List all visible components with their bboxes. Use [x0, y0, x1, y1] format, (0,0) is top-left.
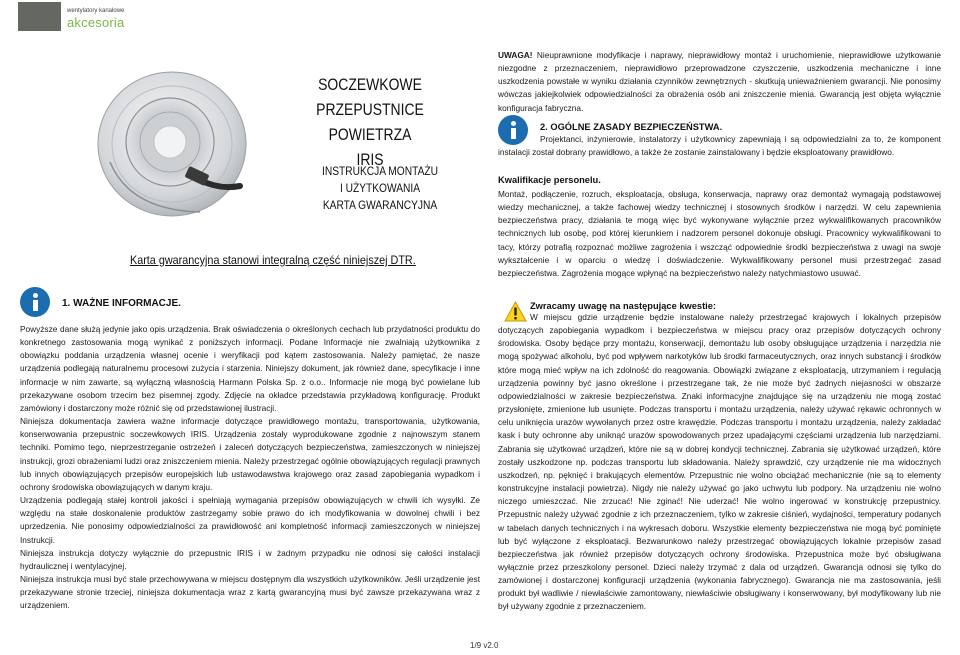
section-1-body	[20, 323, 480, 612]
iris-damper-image	[90, 62, 250, 222]
section-2-intro: Projektanci, inżynierowie, instalatorzy i użytkownicy zapewniają i są odpowiedzialni za to, że komponent instalacji został dobrany prawidłowo, a także że zostanie zainstalowany i będzie eksploatowany prawidłowo.	[498, 134, 941, 158]
section-1-paragraph: Niniejsza instrukcja musi być stale przechowywana w miejscu dostępnym dla wszystkich użytkowników. Jeśli urządzenie jest przekazywane stronie trzeciej, niniejsza dokumentacja wraz z kartą gwarancyjną musi być zawsze przekazywana wraz z urządzeniem.	[20, 573, 480, 611]
logo-wordmark: akcesoria	[67, 15, 125, 30]
personnel-text: Montaż, podłączenie, rozruch, eksploatacja, obsługa, konserwacja, naprawy oraz demontaż wymagają podstawowej wiedzy mechanicznej, a także fachowej wiedzy technicznej i stosownych środków i narzędzi. W celu zapewnienia bezpieczeństwa pracy, działania te mogą więc być wykonywane wyłącznie przez wykwalifikowanych pracowników technicznych lub osobę, pod której kierunkiem i nadzorem personel dokonuje obsługi. Pracownicy wykwalifikowani to tacy, którzy potrafią rozpoznać możliwe zagrożenia i wszcząć odpowiednie środki bezpieczeństwa z uwagi na swoje wykształcenie i w oparciu o wiedzę i doświadczenie. Wykwalifikowany personel musi przestrzegać zasad bezpieczeństwa. Zagrożenia mogące wpłynąć na bezpieczeństwo należy natychmiastowo usuwać.	[498, 189, 941, 278]
logo-mark	[18, 2, 61, 31]
document-title	[276, 72, 465, 172]
title-line-1: SOCZEWKOWE PRZEPUSTNICE	[316, 75, 424, 119]
attention-heading: Zwracamy uwagę na następujące kwestie:	[530, 301, 717, 311]
section-1-paragraph: Urządzenia podlegają stałej kontroli jakości i spełniają wymagania przepisów obowiązujących w chwili ich wysyłki. Ze względu na stałe doskonalenie produktów zastrzegamy sobie prawo do ich modyfikowania w dowolnej chwili i bez uprzedzenia. Nie ponosimy odpowiedzialności za prawidłowość ani kompletność informacji zamieszczonych w niniejszej Instrukcji.	[20, 495, 480, 545]
personnel-heading: Kwalifikacje personelu.	[498, 175, 601, 185]
section-1-paragraph: Niniejsza instrukcja dotyczy wyłącznie do przepustnic IRIS i w żadnym przypadku nie odnosi się całości instalacji hydraulicznej i wentylacyjnej.	[20, 547, 480, 571]
attention-text: W miejscu gdzie urządzenie będzie instalowane należy przestrzegać krajowych i lokalnych przepisów dotyczących zapobiegania wypadkom i bezpieczeństwa w miejscu pracy oraz przepisów dotyczących ochrony środowiska. Osoby będące przy montażu, konserwacji, demontażu lub osoby obsługujące urządzenia i narzędzia nie mogą spożywać alkoholu, być pod wpływem narkotyków lub środki farmaceutycznych, oraz innych substancji i środków które mogą mieć wpływ na ich zdolność do reagowania. Obowiązki związane z eksploatacją, utrzymaniem i regulacją urządzenia powinny być jasno określone i przestrzegane tak, że nie może być żadnych niejasności w obszarze odpowiedzialności w zakresie bezpieczeństwa. Znaki informacyjne znajdujące się na urządzeniu nie mogą zostać przysłonięte, zmienione lub usunięte. Podczas transportu i montażu urządzenia, należy używać rękawic ochronnych w celu uniknięcia urazów wywołanych przez ostre krawędzie. Podczas transportu i montażu urządzenia, należy zakładać kask i buty ochronne aby uniknąć urazów spowodowanych przez upadającymi częściami urządzenia lub narzędziami. Zabrania się użytkować urządzeń, które nie są w dobrej kondycji technicznej. Zabrania się użytkować urządzeń, które zostały uszkodzone np. podczas transportu lub składowania. Należy sprawdzić, czy urządzenie nie ma widocznych uszkodzeń, np. pęknięć i brakujących elementów. Przepustnic nie wolno obciążać mechanicznie (nie są to elementy konstrukcyjne instalacji powietrza). Nigdy nie należy używać go jako uchwytu lub podpory. Na urządzeniu nie wolno niczego umieszczać. Nie zrzucać! Nie zginać! Nie uderzać! Nie wolno ingerować w konstrukcję przepustnicy. Przepustnic należy używać zgodnie z ich przeznaczeniem, tylko w zakresie ciśnień, wydajności, temperatury podanych w tabelach danych technicznych i na wykresach doboru. Wszystkie elementy bezpieczeństwa nie mogą być pominięte lub być wyłączone z eksploatacji. Bezwarunkowo należy przestrzegać obowiązujących lokalnie przepisów zasad bezpieczeństwa jak również przepisów dotyczących ochrony środowiska. Przepustnica może być obsługiwana wyłącznie przez przeszkolony personel. Dzieci należy trzymać z dala od urządzeń. Gwarancja odnosi się tylko do zamówionej i dostarczonej konfiguracji urządzenia (wykonania fabrycznego). Gwarancja nie ma zastosowania, jeśli produkt był wadliwie / niewłaściwie zamontowany, niewłaściwie obsługiwany i konserwowany, był modyfikowany lub nie był używany zgodnie z przeznaczeniem.	[498, 312, 941, 612]
warning-text: Nieuprawnione modyfikacje i naprawy, nieprawidłowy montaż i uruchomienie, nieprawidłowe użytkowanie niezgodne z przeznaczeniem, nieprawidłowo przeprowadzone czyszczenie, uszkodzenia mechaniczne i inne uszkodzenia powstałe w wyniku działania czynników zewnętrznych - skutkują unieważnieniem gwarancji. Nie ponosimy wówczas jakiejkolwiek odpowiedzialności za obrażenia osób ani zniszczenie mienia. Gwarancją jest objęta wyłącznie konfiguracja fabryczna.	[498, 50, 941, 113]
warning-notice	[498, 49, 941, 115]
subtitle-line-2: I UŻYTKOWANIA	[339, 181, 421, 195]
subtitle-line-1: INSTRUKCJA MONTAŻU	[322, 164, 438, 178]
logo-tagline: wentylatory kanałowe	[67, 8, 125, 14]
info-icon	[20, 287, 50, 317]
title-line-3: IRIS	[356, 150, 384, 169]
page-number: 1/9 v2.0	[470, 641, 499, 650]
document-subtitle	[295, 163, 465, 214]
warranty-note: Karta gwarancyjna stanowi integralną część niniejszej DTR.	[130, 253, 416, 267]
section-2-heading: 2. OGÓLNE ZASADY BEZPIECZEŃSTWA.	[540, 122, 723, 132]
section-1-heading: 1. WAŻNE INFORMACJE.	[62, 298, 181, 309]
section-1-paragraph: Powyższe dane służą jedynie jako opis urządzenia. Brak oświadczenia o określonych cechach lub przydatności produktu do konkretnego zastosowania mogą wynikać z poniższych informacji. Podane Informacje nie zwalniają użytkownika z obowiązku poddania urządzenia własnej ocenie i weryfikacji pod kątem zastosowania. Należy pamiętać, że nasze urządzenia podlegają naturalnemu procesowi zużycia i starzenia. Niniejszy dokument, jak również dane, specyfikacje i inne informacje w nim zawarte, są wyłączną własnością Harmann Polska Sp. z o.o.. Informacje nie mogą być powielane lub przekazywane osobom trzecim bez pisemnej zgody. Zdjęcie na okładce przedstawia przykładową konfigurację. Produkt zamówiony i dostarczony może różnić się od przedstawionej ilustracji.	[20, 324, 480, 413]
brand-logo	[18, 2, 142, 32]
subtitle-line-3: KARTA GWARANCYJNA	[322, 198, 438, 212]
warning-label: UWAGA!	[498, 50, 533, 60]
title-line-2: POWIETRZA	[328, 125, 412, 144]
section-1-paragraph: Niniejsza dokumentacja zawiera ważne informacje dotyczące prawidłowego montażu, transportowania, użytkowania, konserwowania przepustnic soczewkowych IRIS. Urządzenia zostały wyprodukowane zgodnie z najnowszym stanem techniki. Pomimo tego, nieprzestrzeganie ostrzeżeń i zaleceń dotyczących bezpieczeństwa, zamieszczonych w niniejszej instrukcji, grozi obrażeniami ludzi oraz zniszczeniem mienia. Należy przestrzegać ogólnie obowiązujących regulacji prawnych lub innych obowiązujących przepisów europejskich lub ustawodawstwa krajowego oraz zasad zapobiegania wypadkom i ochrony środowiska obowiązujących w danym kraju.	[20, 416, 480, 492]
